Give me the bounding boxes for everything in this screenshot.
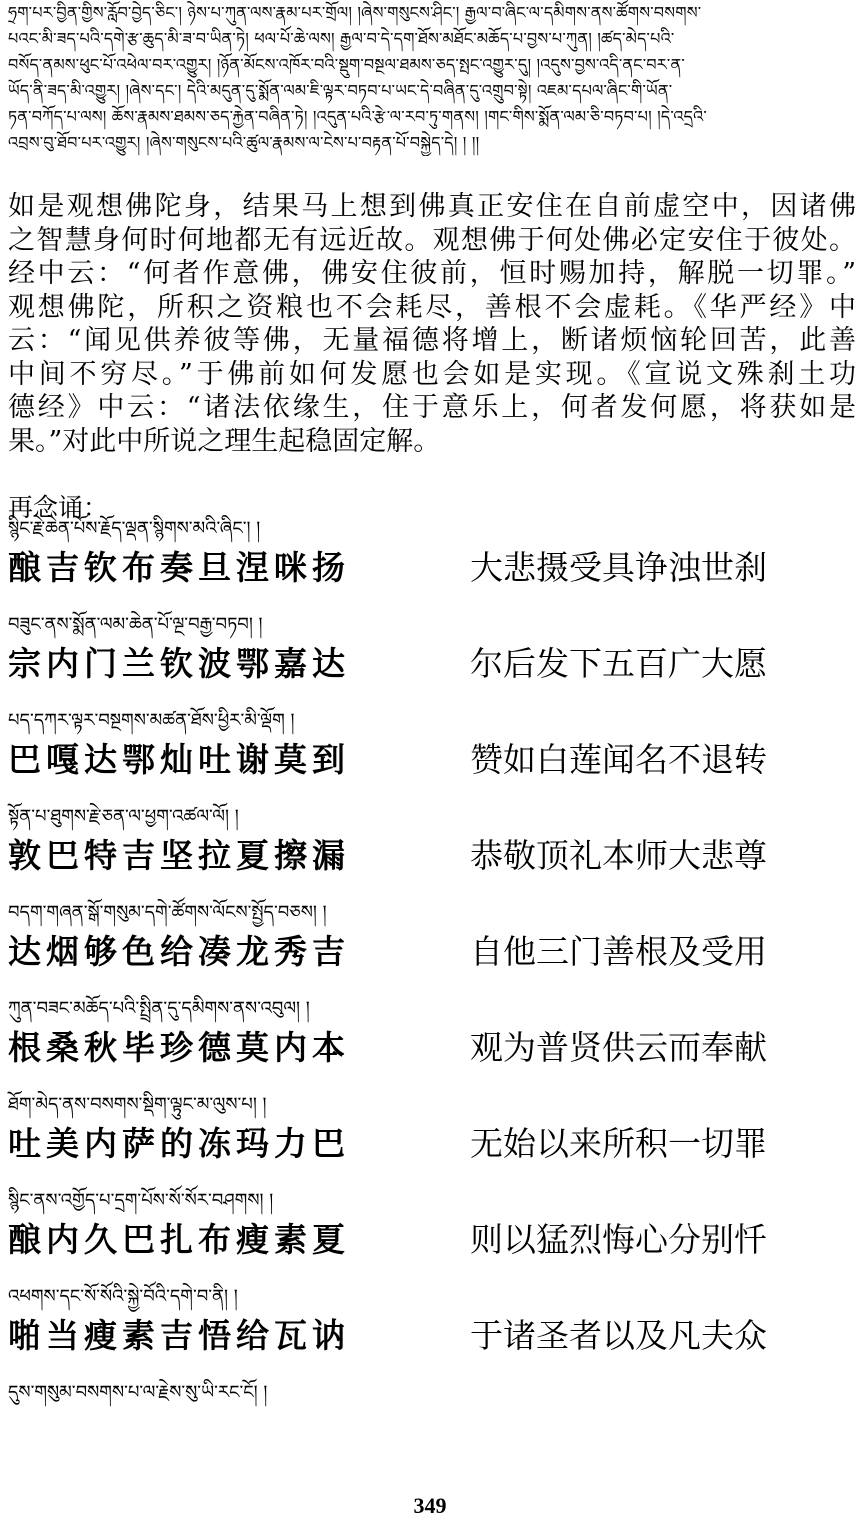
verse-phonetic: 酿内久巴扎布瘦素夏 (8, 1220, 350, 1259)
prose-line: 中间不穷尽。”于佛前如何发愿也会如是实现。《宣说文殊刹土功 (8, 358, 856, 390)
verse-tibetan: ཀུན་བཟང་མཆོད་པའི་སྤྲིན་དུ་དམིགས་ནས་འབུལ། ། (8, 998, 310, 1019)
verse-tibetan: བདག་གཞན་སྒོ་གསུམ་དགེ་ཚོགས་ལོངས་སྤྱོད་བཅས། ། (8, 902, 327, 923)
verse-chinese: 则以猛烈悔心分别忏 (470, 1220, 767, 1259)
tibetan-line: ཡོད་ནི་ཟད་མི་འགྱུར། །ཞེས་དང་། དེའི་མདུན་དུ་སྨོན་ལམ་ཇི་ལྟར་བཏབ་པ་ཡང་དེ་བཞིན་དུ་འགྲུབ་སྟེ། འཇམ་དཔལ་ཞིང་གི་ཡོན་ (8, 81, 673, 100)
verse-chinese: 于诸圣者以及凡夫众 (470, 1316, 767, 1355)
tibetan-line: པའང་མི་ཟད་པའི་དགེ་རྩ་ཆུད་མི་ཟ་བ་ཡིན་ཏེ། ཕལ་པོ་ཆེ་ལས། རྒྱལ་བ་དེ་དག་ཐོས་མཐོང་མཆོད་པ་བྱས་པ་ཀུན། །ཚད་མེད་པའི་ (8, 29, 675, 48)
tibetan-intro-paragraph (8, 0, 854, 156)
verse-phonetic: 吐美内萨的冻玛力巴 (8, 1124, 350, 1163)
verse-block (8, 995, 856, 1073)
verse-chinese: 观为普贤供云而奉献 (470, 1028, 767, 1067)
verse-chinese: 大悲摄受具诤浊世刹 (470, 548, 767, 587)
verse-block (8, 803, 856, 881)
verse-phonetic: 根桑秋毕珍德莫内本 (8, 1028, 350, 1067)
prose-line: 之智慧身何时何地都无有远近故。观想佛于何处佛必定安住于彼处。 (8, 224, 856, 256)
verse-chinese: 自他三门善根及受用 (470, 932, 767, 971)
verse-tibetan: ཐོག་མེད་ནས་བསགས་སྡིག་ལྟུང་མ་ལུས་པ། ། (8, 1094, 267, 1115)
verse-tibetan: དུས་གསུམ་བསགས་པ་ལ་རྗེས་སུ་ཡི་རང་ངོ། ། (8, 1382, 268, 1403)
verse-chinese: 尔后发下五百广大愿 (470, 644, 767, 683)
verse-phonetic: 啪当瘦素吉悟给瓦讷 (8, 1316, 350, 1355)
verse-block (8, 1187, 856, 1265)
recite-label: 再念诵： (8, 493, 109, 522)
verse-phonetic: 达烟够色给凑龙秀吉 (8, 932, 350, 971)
verse-block (8, 707, 856, 785)
prose-line: 云：“闻见供养彼等佛，无量福德将增上，断诸烦恼轮回苦，此善 (8, 325, 856, 356)
verse-phonetic: 巴嘎达鄂灿吐谢莫到 (8, 740, 350, 779)
tibetan-line: ཧྲག་པར་བྱིན་གྱིས་རློབ་བྱེད་ཅིང་། ཉེས་པ་ཀུན་ལས་རྣམ་པར་གྲོལ། །ཞེས་གསུངས་ཤིང་། རྒྱལ་བ་ཞིང་ལ་དམིགས་ནས་ཚོགས་བསགས་ (8, 3, 702, 22)
verse-tibetan: སྙིང་ནས་འགྱོད་པ་དྲག་པོས་སོ་སོར་བཤགས། ། (8, 1190, 274, 1211)
verse-block-final (8, 1379, 856, 1407)
verse-phonetic: 酿吉钦布奏旦涅咪扬 (8, 548, 350, 587)
verse-chinese: 恭敬顶礼本师大悲尊 (470, 836, 767, 875)
page-number: 349 (413, 1493, 447, 1518)
prose-line: 果。”对此中所说之理生起稳固定解。 (8, 425, 441, 457)
verse-tibetan: པད་དཀར་ལྟར་བསྔགས་མཚན་ཐོས་ཕྱིར་མི་ལྡོག ། (8, 710, 295, 731)
verse-tibetan: སྟོན་པ་ཐུགས་རྗེ་ཅན་ལ་ཕྱག་འཚལ་ལོ། ། (8, 806, 239, 827)
verse-tibetan: འཕགས་དང་སོ་སོའི་སྐྱེ་བོའི་དགེ་བ་ནི། ། (8, 1286, 238, 1307)
prose-line: 如是观想佛陀身，结果马上想到佛真正安住在自前虚空中，因诸佛 (8, 191, 856, 222)
prose-line: 德经》中云：“诸法依缘生，住于意乐上，何者发何愿，将获如是 (8, 392, 856, 423)
prose-line: 经中云：“何者作意佛，佛安住彼前，恒时赐加持，解脱一切罪。” (8, 258, 856, 289)
verse-block (8, 1283, 856, 1361)
tibetan-line: འབྲས་བུ་ཐོབ་པར་འགྱུར། །ཞེས་གསུངས་པའི་ཚུལ་རྣམས་ལ་ངེས་པ་བརྟན་པོ་བསྐྱེད་དེ། ། །། (8, 133, 480, 152)
prose-line: 观想佛陀，所积之资粮也不会耗尽，善根不会虚耗。《华严经》中 (8, 291, 856, 323)
tibetan-line: བསོད་ནམས་ཕུང་པོ་འཕེལ་བར་འགྱུར། །ཉོན་མོངས་འཁོར་བའི་སྡུག་བསྔལ་ཐམས་ཅད་སྤང་འགྱུར་དུ། །འདུས་བྱས་འདི་ནང་བར་ན་ (8, 55, 685, 74)
verse-chinese: 无始以来所积一切罪 (470, 1124, 767, 1163)
verse-tibetan: བཟུང་ནས་སྨོན་ལམ་ཆེན་པོ་ལྔ་བརྒྱ་བཏབ། ། (8, 614, 263, 635)
verse-phonetic: 宗内门兰钦波鄂嘉达 (8, 644, 350, 683)
chinese-commentary (8, 190, 856, 458)
tibetan-line: ཏན་བཀོད་པ་ལས། ཆོས་རྣམས་ཐམས་ཅད་རྐྱེན་བཞིན་ཏེ། །འདུན་པའི་རྩེ་ལ་རབ་ཏུ་གནས། །གང་གིས་སྨོན་ལམ་ཅི་བཏབ་པ། །དེ་འདྲའི་ (8, 107, 707, 126)
verse-chinese: 赞如白莲闻名不退转 (470, 740, 767, 779)
verse-block (8, 515, 856, 593)
verse-block (8, 1091, 856, 1169)
verse-tibetan: སྙིང་རྗེ་ཆེན་པོས་རྗོད་ལྡན་སྙིགས་མའི་ཞིང་། ། (8, 518, 261, 539)
verse-phonetic: 敦巴特吉坚拉夏擦漏 (8, 836, 350, 875)
verse-block (8, 899, 856, 977)
verse-block (8, 611, 856, 689)
